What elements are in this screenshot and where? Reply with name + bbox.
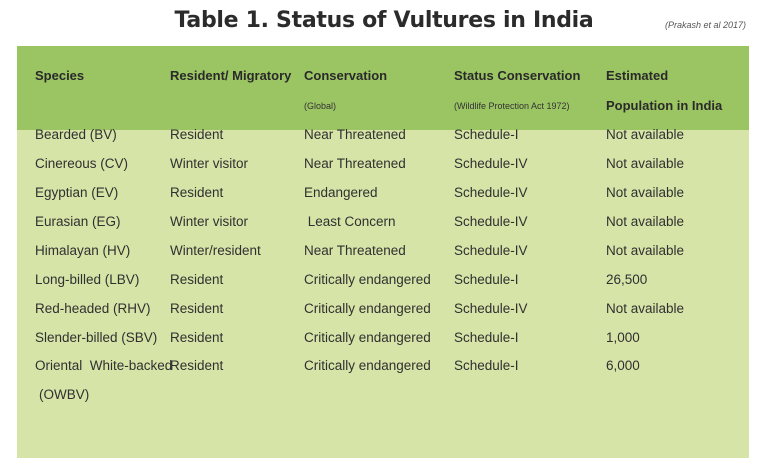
cell-species: Slender-billed (SBV): [35, 330, 158, 345]
cell-status: Schedule-I: [454, 330, 519, 345]
cell-population: 26,500: [606, 272, 648, 287]
cell-species: Cinereous (CV): [35, 156, 129, 171]
cell-resident: Resident: [170, 330, 224, 345]
header-species: Species: [35, 68, 85, 83]
cell-resident: Resident: [170, 127, 224, 142]
cell-resident: Resident: [170, 301, 224, 316]
cell-population: Not available: [606, 243, 685, 258]
cell-conservation: Critically endangered: [304, 272, 431, 287]
cell-species: Long-billed (LBV): [35, 272, 140, 287]
header-population-line2: Population in India: [606, 98, 723, 113]
cell-conservation: Near Threatened: [304, 243, 406, 258]
cell-conservation: Critically endangered: [304, 330, 431, 345]
cell-status: Schedule-IV: [454, 185, 528, 200]
table-row: [17, 301, 749, 330]
cell-resident: Winter/resident: [170, 243, 261, 258]
table-row: [17, 214, 749, 243]
cell-resident: Winter visitor: [170, 214, 249, 229]
header-conservation: Conservation: [304, 68, 388, 83]
cell-population: Not available: [606, 127, 685, 142]
cell-status: Schedule-IV: [454, 243, 528, 258]
cell-status: Schedule-IV: [454, 156, 528, 171]
cell-conservation: Near Threatened: [304, 156, 406, 171]
cell-conservation: Least Concern: [304, 214, 396, 229]
table-row: [17, 127, 749, 156]
cell-species-line2: (OWBV): [39, 387, 90, 402]
cell-conservation: Near Threatened: [304, 127, 406, 142]
cell-population: Not available: [606, 156, 685, 171]
cell-resident: Resident: [170, 358, 224, 373]
cell-population: Not available: [606, 214, 685, 229]
cell-population: 6,000: [606, 358, 640, 373]
table-row: [17, 358, 749, 418]
cell-population: Not available: [606, 185, 685, 200]
cell-species: Himalayan (HV): [35, 243, 131, 258]
page-title: Table 1. Status of Vultures in India: [174, 8, 594, 33]
cell-status: Schedule-I: [454, 127, 519, 142]
cell-conservation: Critically endangered: [304, 301, 431, 316]
cell-conservation: Critically endangered: [304, 358, 431, 373]
table-row: [17, 156, 749, 185]
header-population-line1: Estimated: [606, 68, 669, 83]
cell-species: Red-headed (RHV): [35, 301, 151, 316]
cell-species: Oriental White-backed: [35, 358, 173, 373]
header-status-sub: (Wildlife Protection Act 1972): [454, 101, 570, 111]
cell-conservation: Endangered: [304, 185, 378, 200]
cell-status: Schedule-IV: [454, 301, 528, 316]
header-status: Status Conservation: [454, 68, 581, 83]
cell-resident: Winter visitor: [170, 156, 249, 171]
table-row: [17, 330, 749, 359]
table-row: [17, 272, 749, 301]
table-panel: [17, 46, 749, 458]
table-row: [17, 185, 749, 214]
cell-population: 1,000: [606, 330, 640, 345]
cell-status: Schedule-I: [454, 272, 519, 287]
header-resident-migratory: Resident/ Migratory: [170, 68, 292, 83]
cell-species: Bearded (BV): [35, 127, 117, 142]
cell-resident: Resident: [170, 272, 224, 287]
header-conservation-sub: (Global): [304, 101, 337, 111]
cell-resident: Resident: [170, 185, 224, 200]
cell-population: Not available: [606, 301, 685, 316]
cell-status: Schedule-I: [454, 358, 519, 373]
table-header: [17, 46, 749, 130]
cell-species: Eurasian (EG): [35, 214, 121, 229]
table-row: [17, 243, 749, 272]
citation: (Prakash et al 2017): [664, 20, 746, 30]
cell-status: Schedule-IV: [454, 214, 528, 229]
cell-species: Egyptian (EV): [35, 185, 119, 200]
